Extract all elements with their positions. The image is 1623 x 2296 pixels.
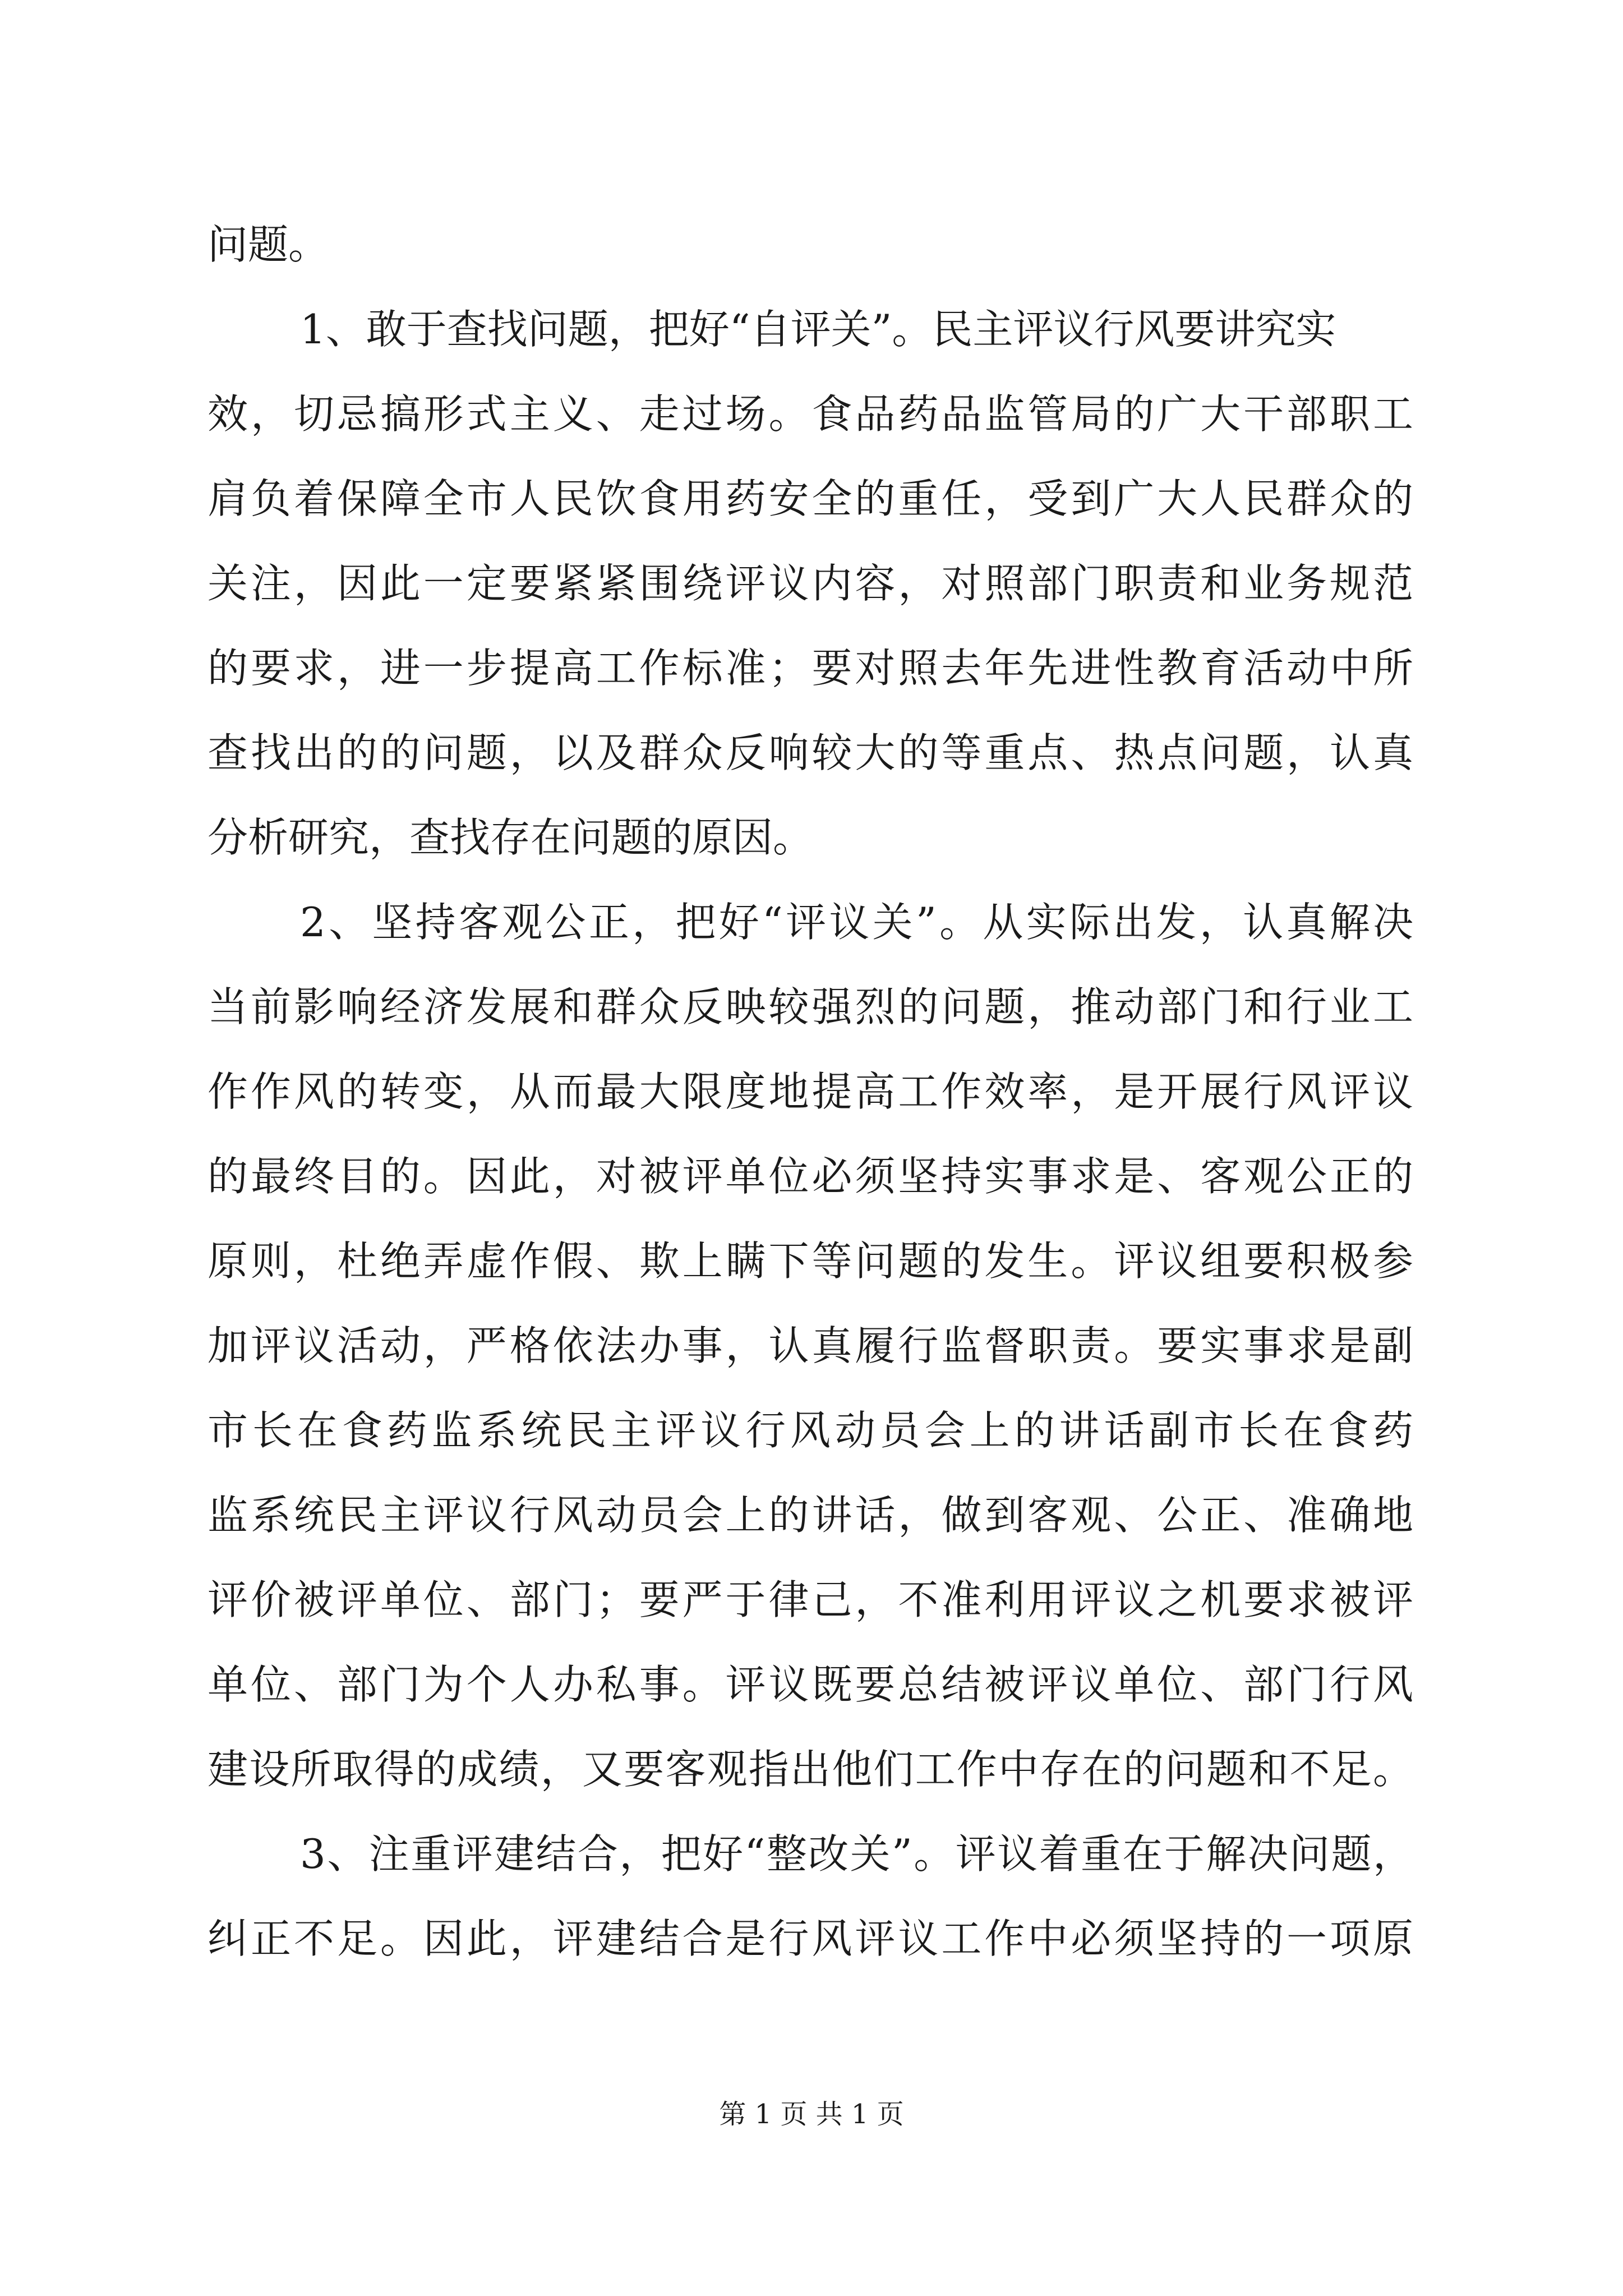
text-line-19: 建设所取得的成绩，又要客观指出他们工作中存在的问题和不足。 (208, 1746, 1413, 1793)
text-line-13: 原则，杜绝弄虚作假、欺上瞒下等问题的发生。评议组要积极参 (208, 1237, 1413, 1285)
text-line-7: 查找出的的问题，以及群众反响较大的等重点、热点问题，认真 (208, 729, 1413, 776)
text-line-16: 监系统民主评议行风动员会上的讲话，做到客观、公正、准确地 (208, 1492, 1413, 1539)
page-footer: 第 1 页 共 1 页 (719, 2099, 904, 2130)
text-line-10: 当前影响经济发展和群众反映较强烈的问题，推动部门和行业工 (208, 983, 1413, 1030)
text-line-8: 分析研究，查找存在问题的原因。 (208, 814, 814, 861)
text-line-14: 加评议活动，严格依法办事，认真履行监督职责。要实事求是副 (208, 1322, 1413, 1369)
text-line-12: 的最终目的。因此，对被评单位必须坚持实事求是、客观公正的 (208, 1153, 1413, 1200)
text-line-15: 市长在食药监系统民主评议行风动员会上的讲话副市长在食药 (208, 1407, 1413, 1454)
text-line-6: 的要求，进一步提高工作标准；要对照去年先进性教育活动中所 (208, 645, 1413, 692)
text-line-5: 关注，因此一定要紧紧围绕评议内容，对照部门职责和业务规范 (208, 560, 1413, 607)
text-line-11: 作作风的转变，从而最大限度地提高工作效率，是开展行风评议 (208, 1068, 1413, 1115)
text-line-1: 问题。 (208, 221, 329, 268)
text-line-2: 1、敢于查找问题，把好“自评关”。民主评议行风要讲究实 (300, 306, 1336, 353)
text-line-9: 2、坚持客观公正，把好“评议关”。从实际出发，认真解决 (300, 899, 1413, 946)
text-line-20: 3、注重评建结合，把好“整改关”。评议着重在于解决问题， (300, 1830, 1413, 1878)
text-line-4: 肩负着保障全市人民饮食用药安全的重任，受到广大人民群众的 (208, 475, 1413, 522)
text-line-21: 纠正不足。因此，评建结合是行风评议工作中必须坚持的一项原 (208, 1915, 1413, 1962)
text-line-18: 单位、部门为个人办私事。评议既要总结被评议单位、部门行风 (208, 1661, 1413, 1708)
text-line-3: 效，切忌搞形式主义、走过场。食品药品监管局的广大干部职工 (208, 390, 1413, 438)
text-line-17: 评价被评单位、部门；要严于律己，不准利用评议之机要求被评 (208, 1576, 1413, 1623)
